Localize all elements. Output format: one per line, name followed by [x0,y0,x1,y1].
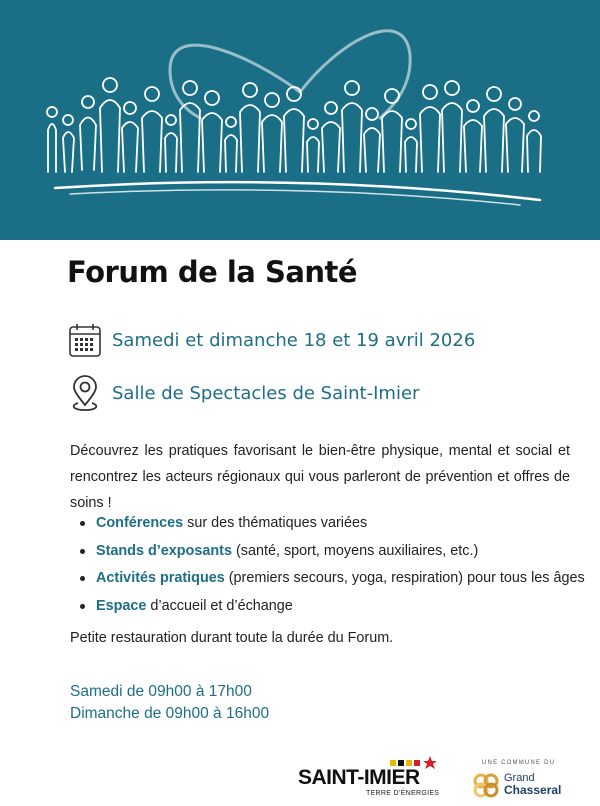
saint-imier-logo [298,756,448,800]
bullet-dot [80,576,85,581]
saturday-hours: Samedi de 09h00 à 17h00 [70,683,252,700]
event-location-row [68,375,420,411]
sunday-hours: Dimanche de 09h00 à 16h00 [70,705,270,722]
calendar-icon [68,322,102,358]
event-description: Découvrez les pratiques favorisant le bien-être physique, mental et social et rencontrez les acteurs régionaux qui vous parleront de prévention et offres de soins ! [70,443,570,511]
bullet-text: (premiers secours, yoga, respiration) pour tous les âges [224,570,585,586]
location-pin-icon [68,375,102,411]
grand-chasseral-line1: Grand [504,772,535,784]
grand-chasseral-knot-icon [472,771,500,799]
grand-chasseral-logo [468,760,588,802]
people-under-heart-illustration [0,0,600,240]
list-item [78,595,588,623]
bullet-dot [80,521,85,526]
grand-chasseral-caption: UNE COMMUNE DU [482,760,556,766]
header-banner [0,0,600,240]
bullet-text: sur des thématiques variées [183,515,368,531]
bullet-dot [80,604,85,609]
event-date: Samedi et dimanche 18 et 19 avril 2026 [112,329,476,351]
grand-chasseral-line2: Chasseral [504,783,562,797]
list-item [78,567,588,595]
page-title: Forum de la Santé [67,255,358,289]
bullet-dot [80,549,85,554]
bullet-text: d’accueil et d’échange [146,597,293,614]
list-item [78,512,588,540]
saint-imier-name: SAINT-IMIER [298,766,420,789]
bullet-keyword: Activités pratiques [96,570,225,586]
catering-note: Petite restauration durant toute la durée du Forum. [70,630,394,646]
list-item [78,540,588,568]
saint-imier-tagline: TERRE D’ÉNERGIES [366,790,440,797]
bullet-keyword: Stands d’exposants [96,542,232,559]
activities-list [78,512,588,622]
bullet-keyword: Espace [96,597,147,614]
event-date-row [68,322,476,358]
bullet-text: (santé, sport, moyens auxiliaires, etc.) [231,542,479,559]
event-location: Salle de Spectacles de Saint-Imier [112,382,420,404]
bullet-keyword: Conférences [96,515,184,531]
